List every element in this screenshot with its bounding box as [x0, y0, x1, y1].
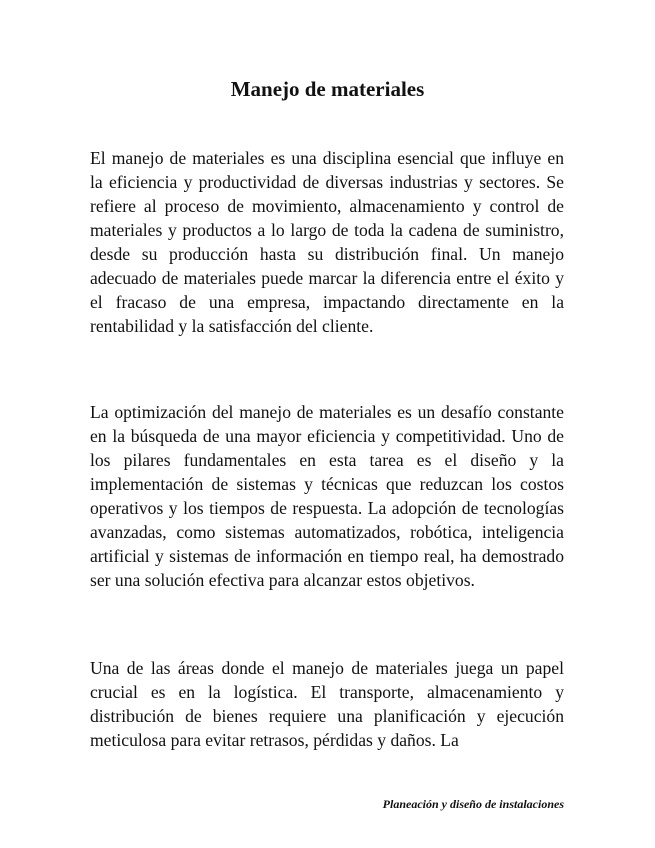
- paragraph-1: El manejo de materiales es una disciplina esencial que influye en la eficiencia y productividad de diversas industrias y sectores. Se refiere al proceso de movimiento, almacenamiento y control de materiales y productos a lo largo de toda la cadena de suministro, desde su producción hasta su distribución final. Un manejo adecuado de materiales puede marcar la diferencia entre el éxito y el fracaso de una empresa, impactando directamente en la rentabilidad y la satisfacción del cliente.: [90, 148, 564, 336]
- paragraph-2: La optimización del manejo de materiales es un desafío constante en la búsqueda de una mayor eficiencia y competitividad. Uno de los pilares fundamentales en esta tarea es el diseño y la implementación de sistemas y técnicas que reduzcan los costos operativos y los tiempos de respuesta. La adopción de tecnologías avanzadas, como sistemas automatizados, robótica, inteligencia artificial y sistemas de información en tiempo real, ha demostrado ser una solución efectiva para alcanzar estos objetivos.: [90, 402, 564, 590]
- paragraph-3: Una de las áreas donde el manejo de materiales juega un papel crucial es en la logística. El transporte, almacenamiento y distribución de bienes requiere una planificación y ejecución meticulosa para evitar retrasos, pérdidas y daños. La: [90, 658, 564, 750]
- page-title: Manejo de materiales: [230, 77, 425, 101]
- page-footer: Planeación y diseño de instalaciones: [382, 797, 564, 811]
